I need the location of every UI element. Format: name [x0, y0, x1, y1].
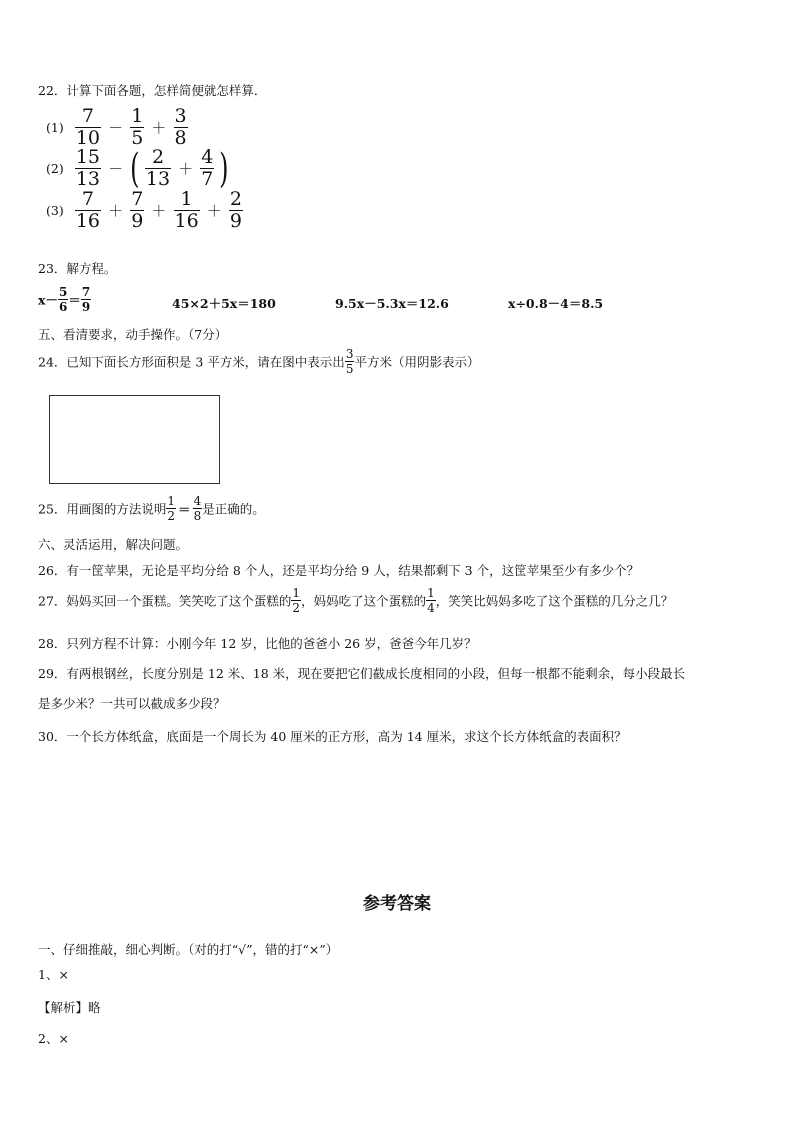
fraction: $\frac{7}{10}$ [75, 105, 100, 149]
fraction: $\frac{1}{5}$ [131, 105, 144, 149]
q30-text: 30．一个长方体纸盒，底面是一个周长为 40 厘米的正方形，高为 14 厘米，求这个长方体纸盒的表面积？ [38, 729, 627, 744]
fraction: $\frac{1}{4}$ [427, 586, 435, 615]
fraction: $\frac{3}{5}$ [345, 347, 354, 376]
q29-line-2: 是多少米？一共可以截成多少段？ [38, 696, 226, 711]
fraction: $\frac{1}{2}$ [292, 586, 301, 615]
q22-item-3: (3) $\frac{7}{16}$ ＋ $\frac{7}{9}$ ＋ $\frac{1}{16}$ ＋ $\frac{2}{9}$ [46, 188, 242, 232]
fraction: $\frac{4}{8}$ [193, 494, 202, 523]
q29-line-1: 29．有两根钢丝，长度分别是 12 米、18 米，现在要把它们截成长度相同的小段，但每一根都不能剩余，每小段最长 [38, 666, 686, 681]
fraction: $\frac{3}{8}$ [174, 105, 187, 149]
q23-equation-1: x－ $\frac{5}{6}$ ＝ $\frac{7}{9}$ [38, 285, 91, 314]
q23-equation-3: 9.5x－5.3x＝12.6 [335, 296, 449, 311]
q22-item-2: (2) $\frac{15}{13}$ － ( $\frac{2}{13}$ ＋ $\frac{4}{7}$ ) [46, 145, 229, 192]
answer-1-note: 【解析】略 [38, 1000, 101, 1015]
answer-1: 1、× [38, 967, 69, 982]
fraction: $\frac{7}{16}$ [75, 188, 100, 232]
answer-2: 2、× [38, 1031, 69, 1046]
q22-title: 22．计算下面各题，怎样简便就怎样算． [38, 83, 267, 98]
q22-item-1: (1) $\frac{7}{10}$ － $\frac{1}{5}$ ＋ $\frac{3}{8}$ [46, 105, 187, 149]
q27-text: 27．妈妈买回一个蛋糕。笑笑吃了这个蛋糕的 $\frac{1}{2}$ ，妈妈吃了这个蛋糕的 $\frac{1}{4}$ ，笑笑比妈妈多吃了这个蛋糕的几分之几？ [38, 586, 674, 615]
q28-text: 28．只列方程不计算：小刚今年 12 岁，比他的爸爸小 26 岁，爸爸今年几岁？ [38, 636, 477, 651]
q23-title: 23．解方程。 [38, 261, 117, 276]
section-5-heading: 五、看清要求，动手操作。（7分） [38, 327, 228, 342]
answer-section-1: 一、仔细推敲，细心判断。（对的打“√”，错的打“×”） [38, 942, 339, 957]
section-6-heading: 六、灵活运用，解决问题。 [38, 537, 189, 552]
q23-equation-2: 45×2＋5x＝180 [172, 296, 276, 311]
fraction: $\frac{2}{13}$ [145, 146, 171, 190]
rectangle-figure[interactable] [49, 395, 220, 484]
fraction: $\frac{1}{16}$ [174, 188, 199, 232]
q26-text: 26．有一筐苹果，无论是平均分给 8 个人，还是平均分给 9 人，结果都剩下 3 个，这筐苹果至少有多少个？ [38, 563, 640, 578]
fraction: $\frac{2}{9}$ [229, 188, 242, 232]
fraction: $\frac{1}{2}$ [167, 494, 176, 523]
fraction: $\frac{7}{9}$ [131, 188, 144, 232]
fraction: $\frac{15}{13}$ [75, 146, 100, 190]
q23-equation-4: x÷0.8－4＝8.5 [508, 296, 604, 311]
q24-text: 24．已知下面长方形面积是 3 平方米，请在图中表示出 $\frac{3}{5}$ 平方米（用阴影表示） [38, 347, 480, 376]
q25-text: 25．用画图的方法说明 $\frac{1}{2}$ ＝ $\frac{4}{8}$ 是正确的。 [38, 494, 265, 523]
fraction: $\frac{7}{9}$ [81, 285, 91, 314]
answer-title: 参考答案 [363, 894, 431, 914]
fraction: $\frac{4}{7}$ [201, 146, 214, 190]
fraction: $\frac{5}{6}$ [58, 285, 68, 314]
